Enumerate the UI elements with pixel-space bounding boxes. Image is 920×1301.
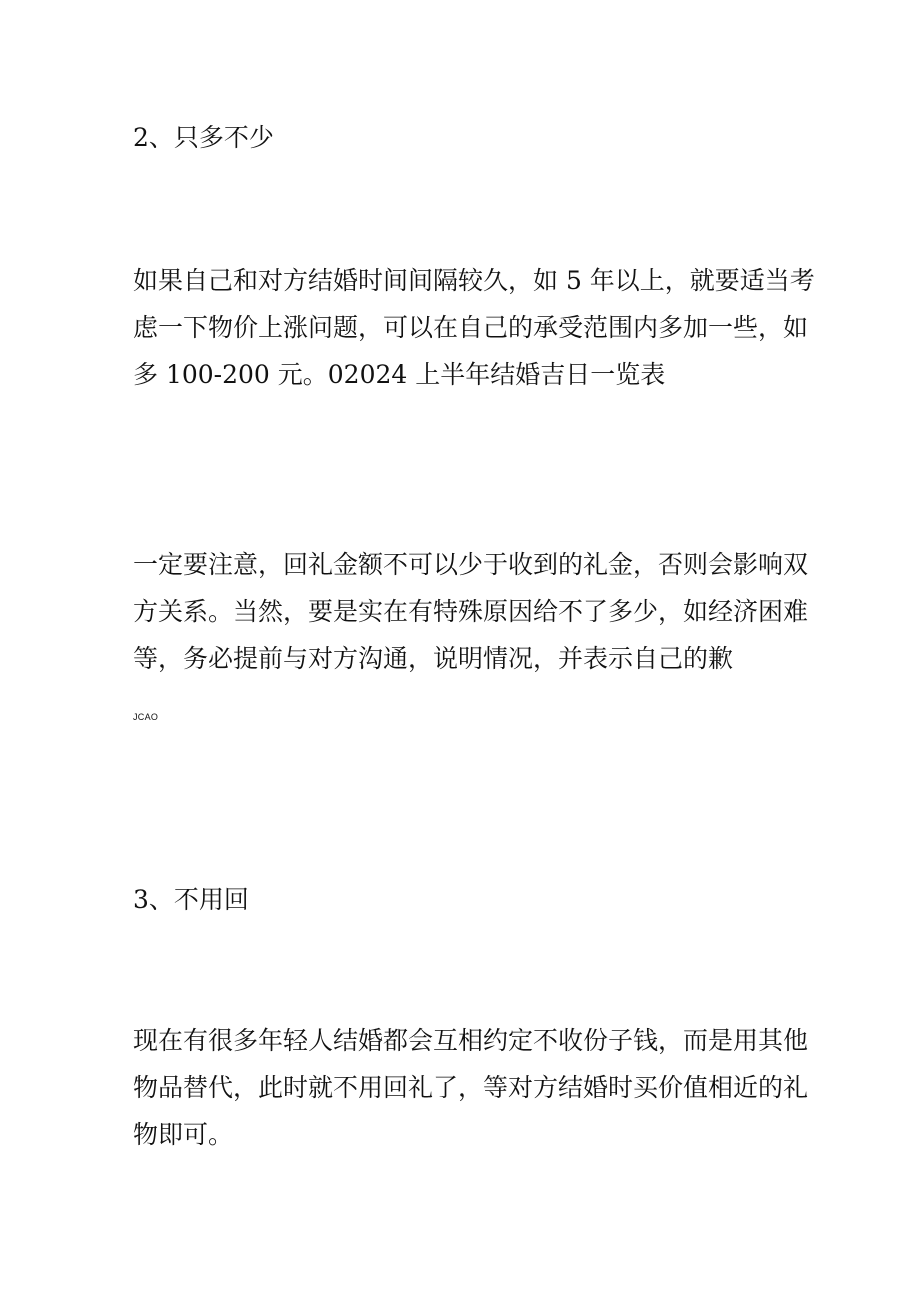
paragraph-line: 物即可。 (133, 1120, 234, 1149)
paragraph-line: 物品替代，此时就不用回礼了，等对方结婚时买价值相近的礼 (133, 1073, 809, 1102)
paragraph-no-return-gift (133, 1017, 809, 1158)
paragraph-notice (133, 541, 809, 682)
paragraph-line: 一定要注意，回礼金额不可以少于收到的礼金，否则会影响双 (133, 550, 809, 579)
section-heading-2: 2、只多不少 (133, 123, 274, 152)
paragraph-price-increase (133, 257, 815, 398)
paragraph-line: 现在有很多年轻人结婚都会互相约定不收份子钱，而是用其他 (133, 1026, 809, 1055)
paragraph-line: 等，务必提前与对方沟通，说明情况，并表示自己的歉 (133, 644, 734, 673)
paragraph-line: 虑一下物价上涨问题，可以在自己的承受范围内多加一些，如 (133, 313, 809, 342)
paragraph-line: 多 100-200 元。02024 上半年结婚吉日一览表 (133, 360, 666, 389)
paragraph-line: 方关系。当然，要是实在有特殊原因给不了多少，如经济困难 (133, 597, 809, 626)
paragraph-line: 如果自己和对方结婚时间间隔较久，如 5 年以上，就要适当考 (133, 266, 815, 295)
small-mark-text: JCAO (133, 712, 159, 722)
section-heading-3: 3、不用回 (133, 885, 249, 914)
